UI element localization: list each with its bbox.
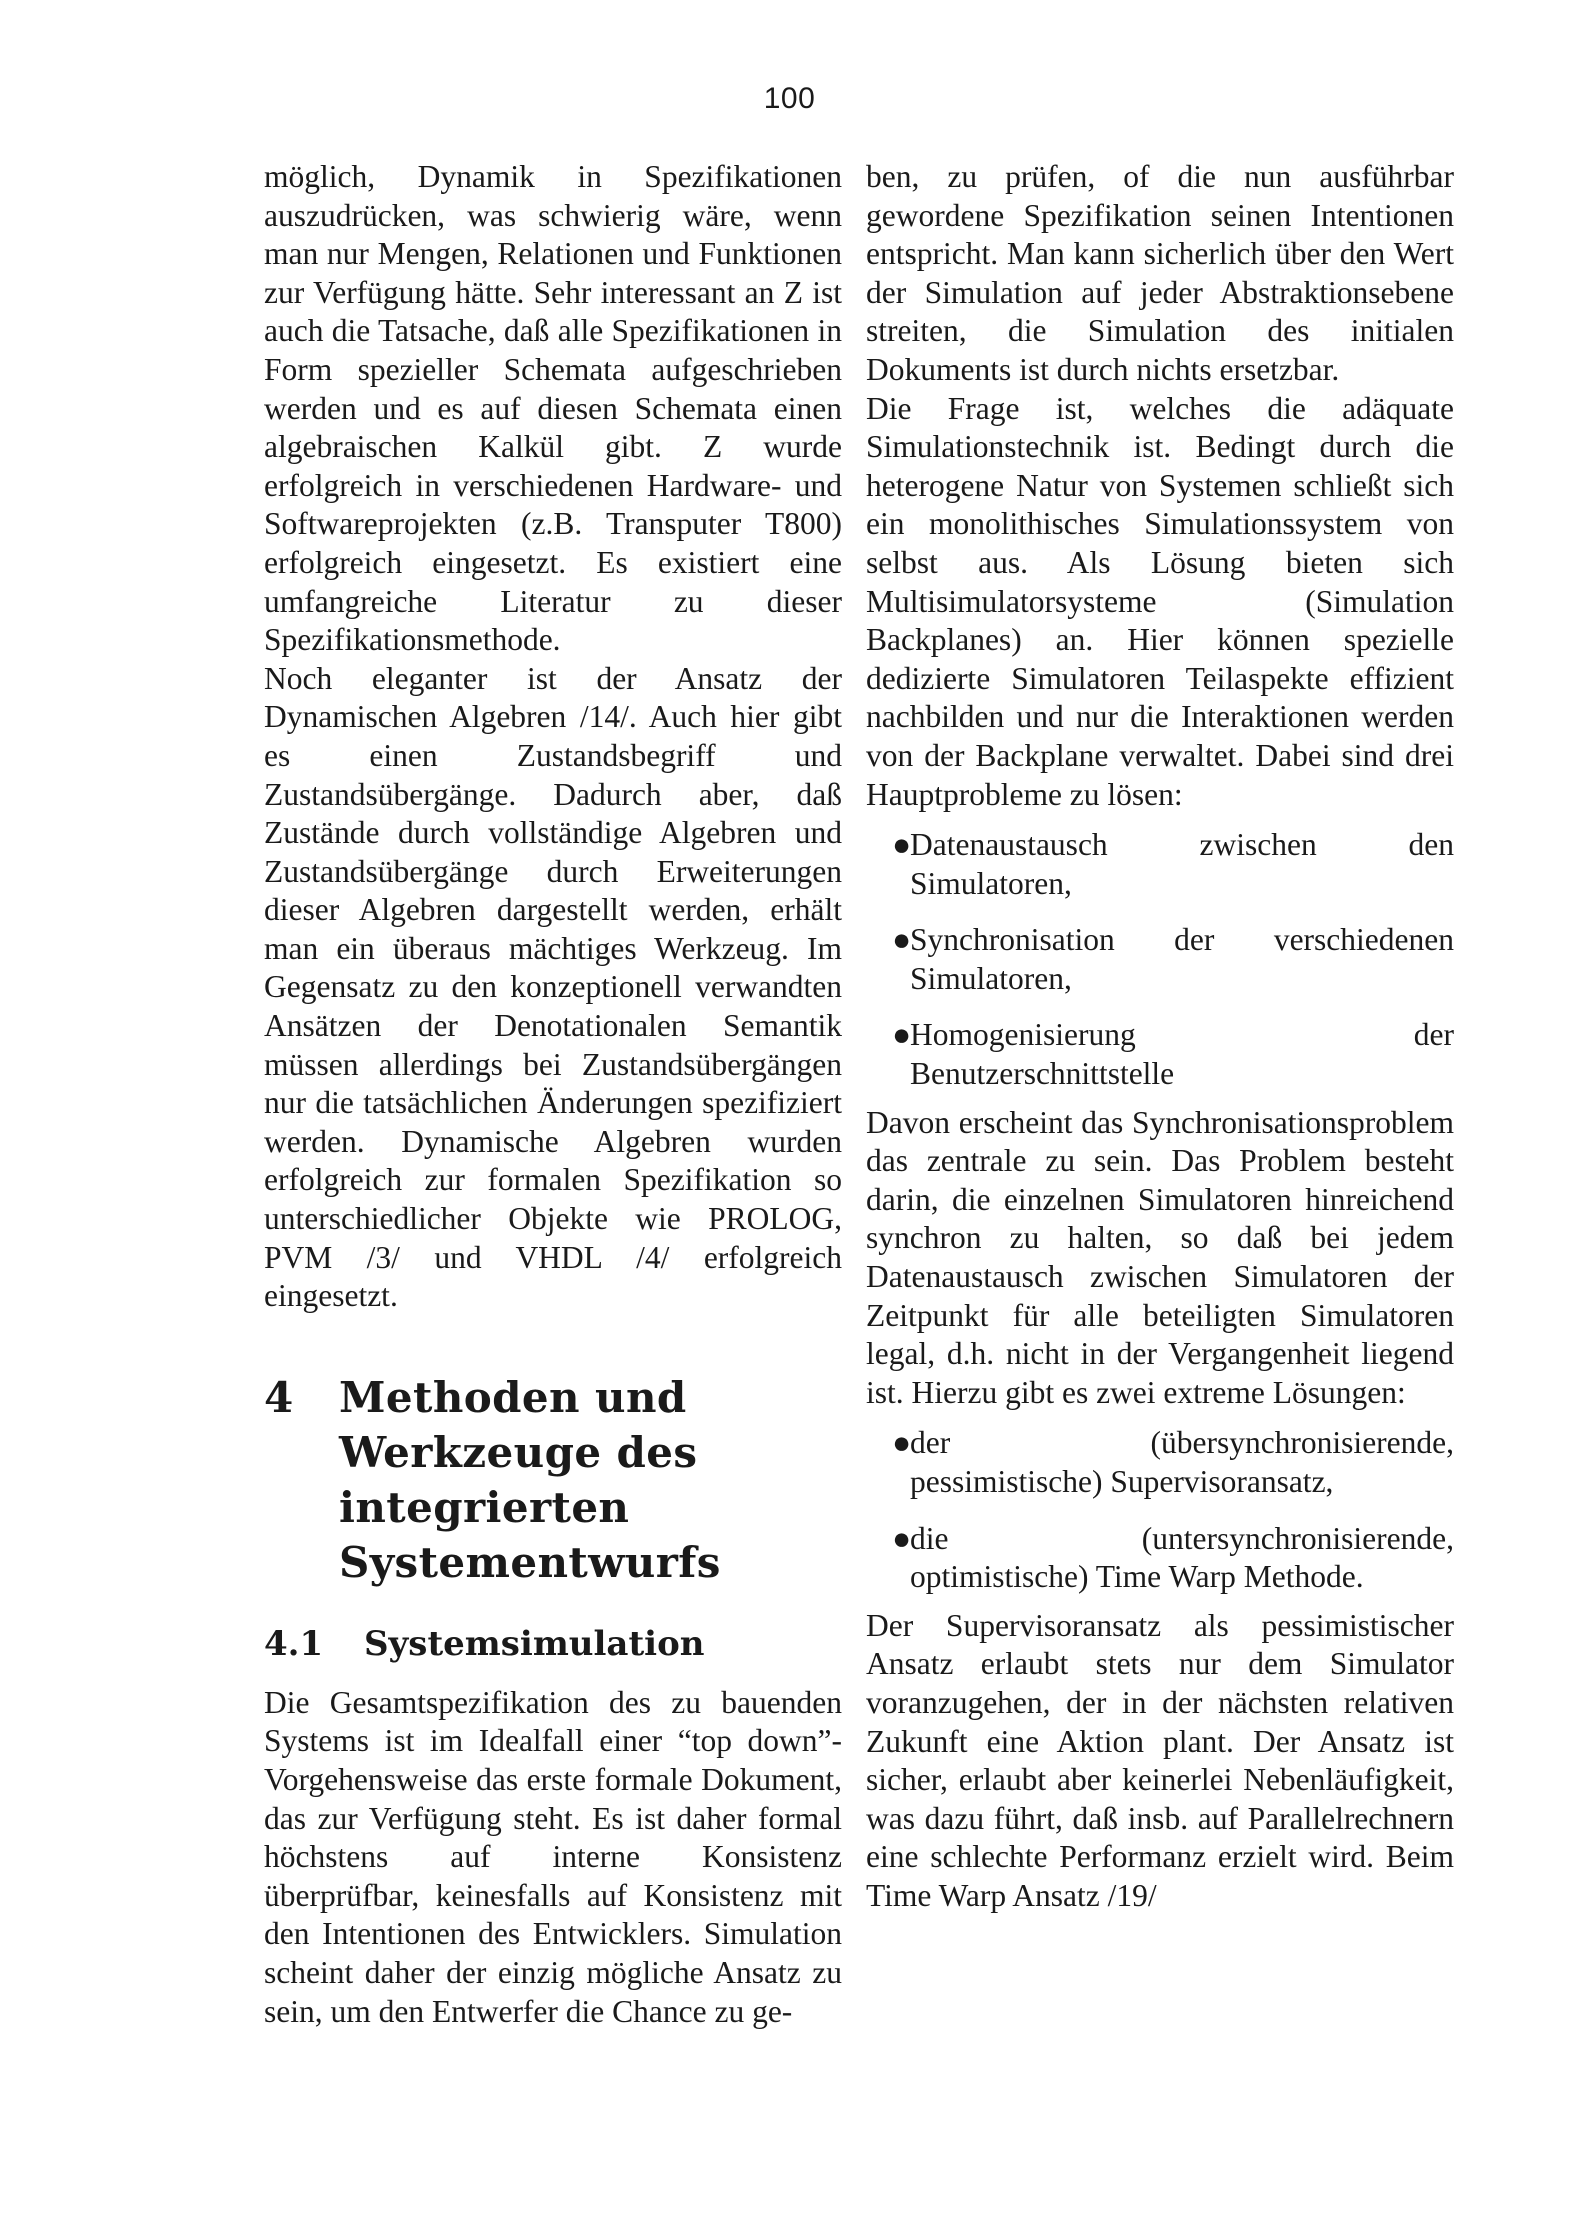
list-item [866, 1016, 1454, 1093]
list-item-text: Synchronisation der verschiedenen Simulatoren, [910, 922, 1454, 996]
paragraph-simulation-technique: Die Frage ist, welches die adäquate Simulationstechnik ist. Bedingt durch die heterogene Natur von Systemen schließt sich ein monolithisches Simulationssystem von selbst aus. Als Lösung bieten sich Multisimulatorsysteme (Simulation Backplanes) an. Hier können spezielle dedizierte Simulatoren Teilaspekte effizient nachbilden und nur die Interaktionen werden von der Backplane verwaltet. Dabei sind drei Hauptprobleme zu lösen: [866, 390, 1454, 812]
subsection-title: Systemsimulation [364, 1623, 705, 1664]
list-item [866, 826, 1454, 903]
paragraph-simulation-value: ben, zu prüfen, of die nun ausführbar gewordene Spezifikation seinen Intentionen entspricht. Man kann sicherlich über den Wert der Simulation auf jeder Abstraktionsebene streiten, die Simulation des initialen Dokuments ist durch nichts ersetzbar. [866, 159, 1454, 387]
bullet-icon: ● [892, 1425, 912, 1461]
section-number: 4 [264, 1372, 294, 1422]
paragraph-supervisor-approach: Der Supervisoransatz als pessimistischer Ansatz erlaubt stets nur dem Simulator voranzugehen, der in der nächsten relativen Zukunft eine Aktion plant. Der Ansatz ist sicher, erlaubt aber keinerlei Nebenläufigkeit, was dazu führt, daß insb. auf Parallelrechnern eine schlechte Performanz erzielt wird. Beim Time Warp Ansatz /19/ [866, 1607, 1454, 1913]
list-item-text: Datenaustausch zwischen den Simulatoren, [910, 827, 1454, 901]
list-item [866, 1520, 1454, 1597]
bullet-icon: ● [892, 922, 912, 958]
list-item-text: Homogenisierung der Benutzerschnittstelle [910, 1017, 1454, 1092]
bullet-icon: ● [892, 827, 912, 863]
list-item-text: der (übersynchronisierende, pessimistische) Supervisoransatz, [910, 1425, 1454, 1499]
solutions-list [866, 1424, 1454, 1596]
subsection-heading [264, 1622, 842, 1666]
section-title: Methoden und Werkzeuge des integrierten Systementwurfs [339, 1372, 721, 1587]
problems-list [866, 826, 1454, 1094]
paragraph-synchronisation: Davon erscheint das Synchronisationsproblem das zentrale zu sein. Das Problem besteht darin, die einzelnen Simulatoren hinreichend synchron zu halten, so daß bei jedem Datenaustausch zwischen Simulatoren der Zeitpunkt für alle beteiligten Simulatoren legal, d.h. nicht in der Vergangenheit liegend ist. Hierzu gibt es zwei extreme Lösungen: [866, 1104, 1454, 1410]
right-column [866, 158, 1454, 1916]
section-heading [264, 1370, 842, 1590]
list-item [866, 921, 1454, 998]
paragraph-z-specification: möglich, Dynamik in Spezifikationen auszudrücken, was schwierig wäre, wenn man nur Mengen, Relationen und Funktionen zur Verfügung hätte. Sehr interessant an Z ist auch die Tatsache, daß alle Spezifikationen in Form spezieller Schemata aufgeschrieben werden und es auf diesen Schemata einen algebraischen Kalkül gibt. Z wurde erfolgreich in verschiedenen Hardware- und Softwareprojekten (z.B. Transputer T800) erfolgreich eingesetzt. Es existiert eine umfangreiche Literatur zu dieser Spezifikationsmethode. [264, 159, 842, 658]
list-item-text: die (untersynchronisierende, optimistische) Time Warp Methode. [910, 1520, 1454, 1595]
bullet-icon: ● [892, 1017, 912, 1053]
page-number: 100 [763, 82, 816, 115]
subsection-number: 4.1 [264, 1623, 324, 1664]
paragraph-system-simulation: Die Gesamtspezifikation des zu bauenden Systems ist im Idealfall einer “top down”-Vorgehensweise das erste formale Dokument, das zur Verfügung steht. Es ist daher formal höchstens auf interne Konsistenz überprüfbar, keinesfalls auf Konsistenz mit den Intentionen des Entwicklers. Simulation scheint daher der einzig mögliche Ansatz zu sein, um den Entwerfer die Chance zu ge- [264, 1684, 842, 2029]
left-column [264, 158, 842, 2031]
bullet-icon: ● [892, 1520, 912, 1556]
paragraph-dynamic-algebras: Noch eleganter ist der Ansatz der Dynamischen Algebren /14/. Auch hier gibt es einen Zustandsbegriff und Zustandsübergänge. Dadurch aber, daß Zustände durch vollständige Algebren und Zustandsübergänge durch Erweiterungen dieser Algebren dargestellt werden, erhält man ein überaus mächtiges Werkzeug. Im Gegensatz zu den konzeptionell verwandten Ansätzen der Denotationalen Semantik müssen allerdings bei Zustandsübergängen nur die tatsächlichen Änderungen spezifiziert werden. Dynamische Algebren wurden erfolgreich zur formalen Spezifikation so unterschiedlicher Objekte wie PROLOG, PVM /3/ und VHDL /4/ erfolgreich eingesetzt. [264, 660, 842, 1314]
list-item [866, 1424, 1454, 1501]
